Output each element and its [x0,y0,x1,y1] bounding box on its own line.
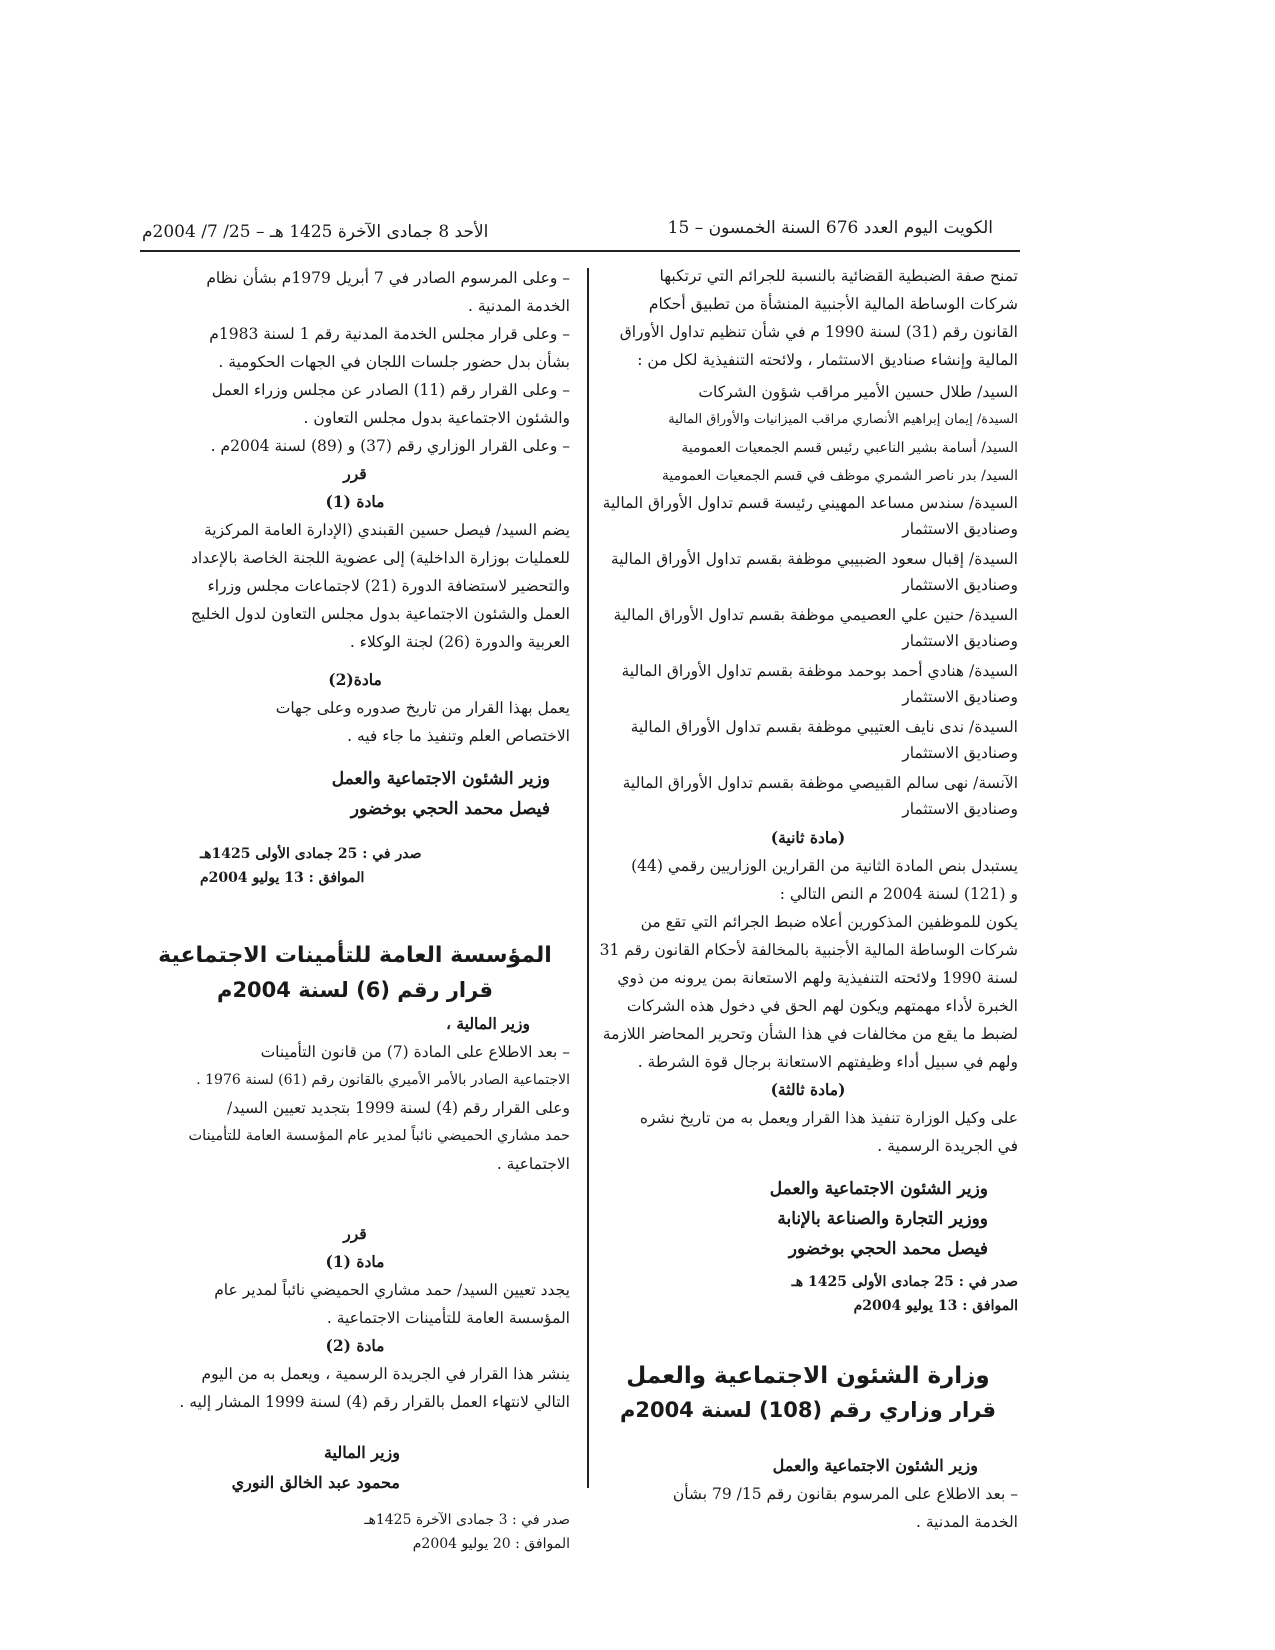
list-item: السيد/ أسامة بشير الناعبي رئيس قسم الجمعيات العمومية [681,440,1018,456]
text-line: ولهم في سبيل أداء وظيفتهم الاستعانة برجال قوة الشرطة . [637,1053,1018,1071]
text-line: للعمليات بوزارة الداخلية) إلى عضوية اللجنة الخاصة بالإعداد [191,549,570,567]
article-2-title: (مادة ثانية) [770,828,846,847]
minister-line: وزير المالية ، [445,1014,530,1033]
text-line: و (121) لسنة 2004 م النص التالي : [779,885,1018,903]
signature-line: ووزير التجارة والصناعة بالإنابة [777,1209,988,1229]
signature-block [598,1174,1018,1264]
text-line: الاختصاص العلم وتنفيذ ما جاء فيه . [347,727,570,745]
text-line: وعلى القرار رقم (4) لسنة 1999 بتجديد تعيين السيد/ [226,1099,570,1117]
issue-date: صدر في : 25 جمادى الأولى 1425هـ [200,846,422,862]
column-divider [587,268,589,1488]
issue-date: صدر في : 25 جمادى الأولى 1425 هـ [791,1274,1018,1290]
text-line: يعمل بهذا القرار من تاريخ صدوره وعلى جهات [275,699,570,717]
text-line: القانون رقم (31) لسنة 1990 م في شأن تنظيم تداول الأوراق [619,323,1018,341]
issue-date: الموافق : 13 يوليو 2004م [853,1298,1018,1314]
list-item: السيدة/ هنادي أحمد بوحمد موظفة بقسم تداول الأوراق المالية وصناديق الاستثمار [621,662,1018,706]
signature-block-2 [140,1438,570,1498]
text-line: على وكيل الوزارة تنفيذ هذا القرار ويعمل به من تاريخ نشره [639,1109,1018,1127]
page-header-left: الأحد 8 جمادى الآخرة 1425 هـ – 25/ 7/ 2004م [142,222,489,242]
header-rule [140,250,1020,252]
signature-line: وزير المالية [323,1443,400,1462]
text-line: الاجتماعية . [496,1155,570,1173]
text-line: الخبرة لأداء مهمتهم ويكون لهم الحق في دخول هذه الشركات [626,997,1018,1015]
preamble [140,264,570,460]
article-2-title-b: مادة (2) [325,1336,385,1355]
list-item: الآنسة/ نهى سالم القبيصي موظفة بقسم تداول الأوراق المالية وصناديق الاستثمار [622,774,1018,818]
article-3-body [598,1104,1018,1160]
text-line: بشأن بدل حضور جلسات اللجان في الجهات الحكومية . [218,353,570,371]
decision-title: قرار رقم (6) لسنة 2004م [217,978,493,1002]
list-item: السيدة/ إيمان إبراهيم الأنصاري مراقب الميزانيات والأوراق المالية [668,412,1018,427]
issue-date-block [598,1270,1018,1318]
text-line: – بعد الاطلاع على المادة (7) من قانون التأمينات [260,1043,570,1061]
list-item: السيد/ طلال حسين الأمير مراقب شؤون الشركات [698,383,1018,401]
text-line: التالي لانتهاء العمل بالقرار رقم (4) لسنة 1999 المشار إليه . [179,1393,570,1411]
signature-line: فيصل محمد الحجي بوخضور [788,1239,988,1259]
article-1-body-b [140,1276,570,1332]
issue-date: الموافق : 13 يوليو 2004م [200,870,365,886]
decision-title: قرار وزاري رقم (108) لسنة 2004م [619,1398,997,1422]
article-3-title: (مادة ثالثة) [770,1080,846,1099]
text-line: والتحضير لاستضافة الدورة (21) لاجتماعات مجلس وزراء [207,577,570,595]
signature-line: محمود عبد الخالق النوري [231,1473,400,1492]
text-line: شركات الوساطة المالية الأجنبية بالمخالفة لأحكام القانون رقم 31 [599,941,1018,959]
text-line: لسنة 1990 ولائحته التنفيذية ولهم الاستعانة بمن يرونه من ذوي [617,969,1018,987]
text-line: المؤسسة العامة للتأمينات الاجتماعية . [326,1309,570,1327]
signature-line: وزير الشئون الاجتماعية والعمل [769,1179,988,1199]
text-line: حمد مشاري الحميضي نائباً لمدير عام المؤسسة العامة للتأمينات [188,1128,570,1144]
left-column [140,264,570,1556]
org-title: المؤسسة العامة للتأمينات الاجتماعية [158,943,552,968]
text-line: ينشر هذا القرار في الجريدة الرسمية ، ويعمل به من اليوم [201,1365,570,1383]
text-line: – وعلى القرار رقم (11) الصادر عن مجلس وزراء العمل [211,381,570,399]
article-1-body [140,516,570,656]
issue-date-block [140,842,570,890]
list-item: السيدة/ حنين علي العصيمي موظفة بقسم تداول الأوراق المالية وصناديق الاستثمار [613,606,1018,650]
preamble-tail [598,1480,1018,1536]
intro-paragraph [598,262,1018,374]
article-1-title-b: مادة (1) [325,1252,385,1271]
text-line: يضم السيد/ فيصل حسين القبندي (الإدارة العامة المركزية [203,521,570,539]
text-line: شركات الوساطة المالية الأجنبية المنشأة من تطبيق أحكام [648,295,1018,313]
issue-date: صدر في : 3 جمادى الآخرة 1425هـ [364,1512,570,1528]
minister-line: وزير الشئون الاجتماعية والعمل [772,1456,978,1475]
issue-date: الموافق : 20 يوليو 2004م [412,1536,570,1552]
text-line: والشئون الاجتماعية بدول مجلس التعاون . [303,409,570,427]
list-item: السيدة/ ندى نايف العتيبي موظفة بقسم تداول الأوراق المالية وصناديق الاستثمار [630,718,1018,762]
list-item: السيد/ بدر ناصر الشمري موظف في قسم الجمعيات العمومية [661,468,1018,484]
text-line: يجدد تعيين السيد/ حمد مشاري الحميضي نائباً لمدير عام [214,1281,570,1299]
preamble-2 [140,1038,570,1178]
text-line: – وعلى القرار الوزاري رقم (37) و (89) لسنة 2004م . [210,437,570,455]
article-2-body [140,694,570,750]
page-header-right: الكويت اليوم العدد 676 السنة الخمسون – 15 [667,218,993,238]
right-column [598,262,1018,1536]
text-line: يستبدل بنص المادة الثانية من القرارين الوزاريين رقمي (44) [631,857,1018,875]
list-item: السيدة/ سندس مساعد المهيني رئيسة قسم تداول الأوراق المالية وصناديق الاستثمار [602,494,1018,538]
text-line: الاجتماعية الصادر بالأمر الأميري بالقانون رقم (61) لسنة 1976 . [196,1072,570,1088]
text-line: – وعلى قرار مجلس الخدمة المدنية رقم 1 لسنة 1983م [209,325,570,343]
text-line: في الجريدة الرسمية . [877,1137,1018,1155]
text-line: – وعلى المرسوم الصادر في 7 أبريل 1979م بشأن نظام [206,269,570,287]
text-line: المالية وإنشاء صناديق الاستثمار ، ولائحته التنفيذية لكل من : [637,351,1018,369]
text-line: – بعد الاطلاع على المرسوم بقانون رقم 15/ 79 بشأن [672,1485,1018,1503]
text-line: العمل والشئون الاجتماعية بدول مجلس التعاون لدول الخليج [190,605,570,623]
ministry-title: وزارة الشئون الاجتماعية والعمل [626,1363,990,1389]
text-line: الخدمة المدنية . [916,1513,1018,1531]
text-line: تمنح صفة الضبطية القضائية بالنسبة للجرائم التي ترتكبها [659,267,1018,285]
text-line: لضبط ما يقع من مخالفات في هذا الشأن وتحرير المحاضر اللازمة [602,1025,1018,1043]
decided-heading-2: قرر [343,1224,367,1243]
signature-block [140,764,570,824]
text-line: يكون للموظفين المذكورين أعلاه ضبط الجرائم التي تقع من [640,913,1018,931]
issue-date-block-2 [140,1508,570,1556]
article-1-title: مادة (1) [325,492,385,511]
names-list [598,378,1018,822]
article-2-body-b [140,1360,570,1416]
signature-line: وزير الشئون الاجتماعية والعمل [331,769,550,789]
list-item: السيدة/ إقبال سعود الضبيبي موظفة بقسم تداول الأوراق المالية وصناديق الاستثمار [610,550,1018,594]
text-line: الخدمة المدنية . [468,297,570,315]
decided-heading: قرر [343,464,367,483]
article-2-title: مادة(2) [328,670,382,689]
signature-line: فيصل محمد الحجي بوخضور [350,799,550,819]
article-2-body [598,852,1018,1076]
text-line: العربية والدورة (26) لجنة الوكلاء . [349,633,570,651]
